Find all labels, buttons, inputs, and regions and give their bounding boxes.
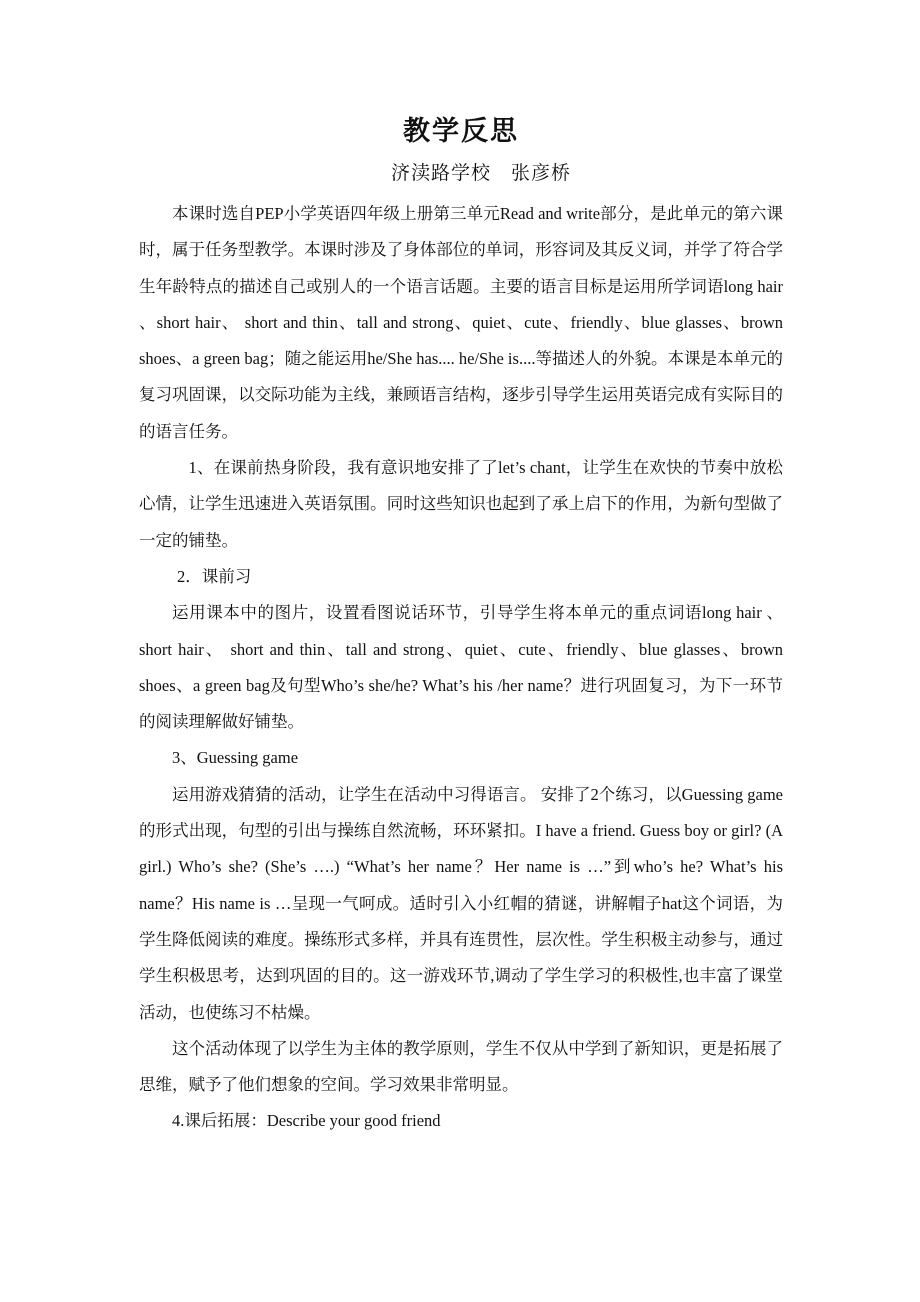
section-heading-extension: 4.课后拓展：Describe your good friend — [172, 1111, 441, 1131]
document-subtitle: 济渎路学校 张彦桥 — [390, 163, 571, 184]
paragraph-guessing-game: 运用游戏猜猜的活动，让学生在活动中习得语言。 安排了2个练习，以Guessing game的形式出现，句型的引出与操练自然流畅，环环紧扣。I have a friend. Guess boy or girl? (A girl.) Who’s she? (She’s ….) “What’s her name？Her name is …”到who’s he? What’s his name？His name is …呈现一气呵成。适时引入小红帽的猜谜，讲解帽子hat这个词语，为学生降低阅读的难度。操练形式多样，并具有连贯性，层次性。学生积极主动参与，通过学生积极思考，达到巩固的目的。这一游戏环节,调动了学生学习的积极性,也丰富了课堂活动，也使练习不枯燥。 — [139, 784, 783, 1022]
paragraph-activity-summary: 这个活动体现了以学生为主体的教学原则，学生不仅从中学到了新知识，更是拓展了思维，赋予了他们想象的空间。学习效果非常明显。 — [139, 1038, 783, 1095]
paragraph-intro: 本课时选自PEP小学英语四年级上册第三单元Read and write部分，是此单元的第六课时，属于任务型教学。本课时涉及了身体部位的单词，形容词及其反义词，并学了符合学生年龄特点的描述自己或别人的一个语言话题。主要的语言目标是运用所学词语long hair 、short hair、 short and thin、tall and strong、quiet、cute、friendly、blue glasses、brown shoes、a green bag；随之能运用he/She has.... he/She is....等描述人的外貌。本课是本单元的复习巩固课，以交际功能为主线，兼顾语言结构，逐步引导学生运用英语完成有实际目的的语言任务。 — [139, 204, 783, 441]
paragraph-preview: 运用课本中的图片，设置看图说话环节，引导学生将本单元的重点词语long hair 、short hair、 short and thin、tall and strong、quiet、cute、friendly、blue glasses、brown shoes、a green bag及句型Who’s she/he? What’s his /her name？进行巩固复习，为下一环节的阅读理解做好铺垫。 — [139, 603, 783, 732]
paragraph-warmup: 1、在课前热身阶段，我有意识地安排了了let’s chant，让学生在欢快的节奏中放松心情，让学生迅速进入英语氛围。同时这些知识也起到了承上启下的作用，为新句型做了一定的铺垫。 — [139, 458, 783, 550]
section-heading-guessing-game: 3、Guessing game — [172, 748, 299, 768]
document-title: 教学反思 — [403, 116, 519, 147]
document-page — [139, 112, 783, 1140]
section-heading-preview: 2．课前习 — [176, 566, 252, 586]
